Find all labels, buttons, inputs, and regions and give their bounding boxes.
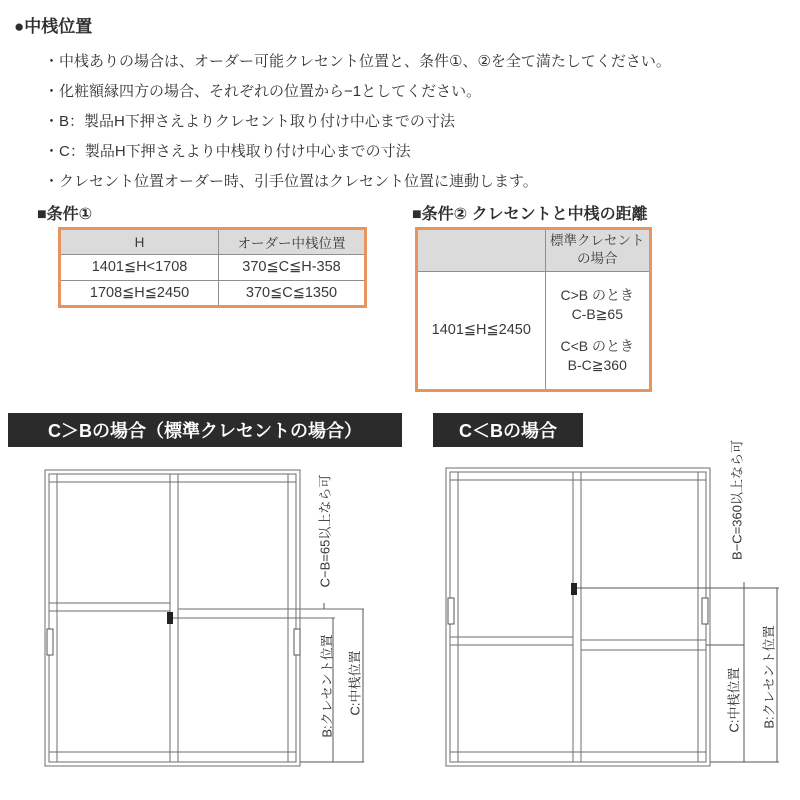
condition1-col-header-h: H bbox=[61, 230, 219, 255]
handle-left-2 bbox=[448, 598, 454, 624]
note-item: ・B：製品H下押さえよりクレセント取り付け中心までの寸法 bbox=[44, 113, 455, 130]
table-row bbox=[61, 280, 364, 305]
dim-label-b-minus-c: B−C=360以上なら可 bbox=[729, 440, 745, 560]
condition1-heading: ■条件① bbox=[37, 206, 93, 223]
middle-rail-1 bbox=[170, 609, 364, 618]
dim-label-b-position-1: B:クレセント位置 bbox=[319, 634, 335, 738]
case-when: C<B のとき bbox=[560, 337, 635, 354]
handle-right-1 bbox=[294, 629, 300, 655]
dim-label-c-position-1: C:中桟位置 bbox=[347, 650, 363, 716]
condition1-col-header-order: オーダー中桟位置 bbox=[219, 230, 364, 255]
cell-c-range: 370≦C≦H-358 bbox=[219, 255, 364, 281]
diagram2-title-banner: C＜Bの場合 bbox=[433, 413, 583, 447]
case-rule: C-B≧65 bbox=[571, 305, 623, 322]
table-row bbox=[418, 271, 649, 389]
dim-label-c-position-2: C:中桟位置 bbox=[726, 667, 742, 733]
cell-c-range: 370≦C≦1350 bbox=[219, 280, 364, 305]
cell-crescent-rules bbox=[545, 271, 649, 389]
table-row bbox=[61, 255, 364, 281]
condition1-table bbox=[58, 227, 367, 308]
dimension-lines-2 bbox=[577, 582, 779, 762]
diagram1-title-banner: C＞Bの場合（標準クレセントの場合） bbox=[8, 413, 402, 447]
note-item: ・クレセント位置オーダー時、引手位置はクレセント位置に連動します。 bbox=[44, 173, 538, 190]
crescent-lock-2 bbox=[571, 583, 577, 595]
case-rule: B-C≧360 bbox=[567, 356, 627, 373]
case-cltb bbox=[548, 337, 647, 375]
case-cgtb bbox=[548, 286, 647, 324]
condition2-col-header bbox=[545, 230, 649, 271]
condition2-table bbox=[415, 227, 652, 392]
crescent-lock-1 bbox=[167, 612, 173, 624]
handle-left-1 bbox=[47, 629, 53, 655]
window-frame-2 bbox=[446, 468, 710, 766]
note-item: ・C：製品H下押さえより中桟取り付け中心までの寸法 bbox=[44, 143, 411, 160]
handle-right-2 bbox=[702, 598, 708, 624]
page-title: ●中桟位置 bbox=[14, 17, 93, 36]
cell-h-range: 1401≦H≦2450 bbox=[418, 271, 545, 389]
window-diagrams-svg bbox=[0, 410, 800, 800]
note-item: ・化粧額縁四方の場合、それぞれの位置から−1としてください。 bbox=[44, 83, 482, 100]
dim-label-b-position-2: B:クレセント位置 bbox=[761, 625, 777, 729]
cell-h-range: 1401≦H<1708 bbox=[61, 255, 219, 281]
note-item: ・中桟ありの場合は、オーダー可能クレセント位置と、条件①、②を全て満たしてください。 bbox=[44, 53, 671, 70]
condition2-empty-header bbox=[418, 230, 545, 271]
case-when: C>B のとき bbox=[560, 286, 635, 303]
header-line2: の場合 bbox=[577, 251, 618, 267]
cell-h-range: 1708≦H≦2450 bbox=[61, 280, 219, 305]
header-line1: 標準クレセント bbox=[550, 233, 645, 249]
dim-label-c-minus-b: C−B=65以上なら可 bbox=[317, 474, 333, 588]
condition2-heading: ■条件② クレセントと中桟の距離 bbox=[412, 206, 648, 223]
